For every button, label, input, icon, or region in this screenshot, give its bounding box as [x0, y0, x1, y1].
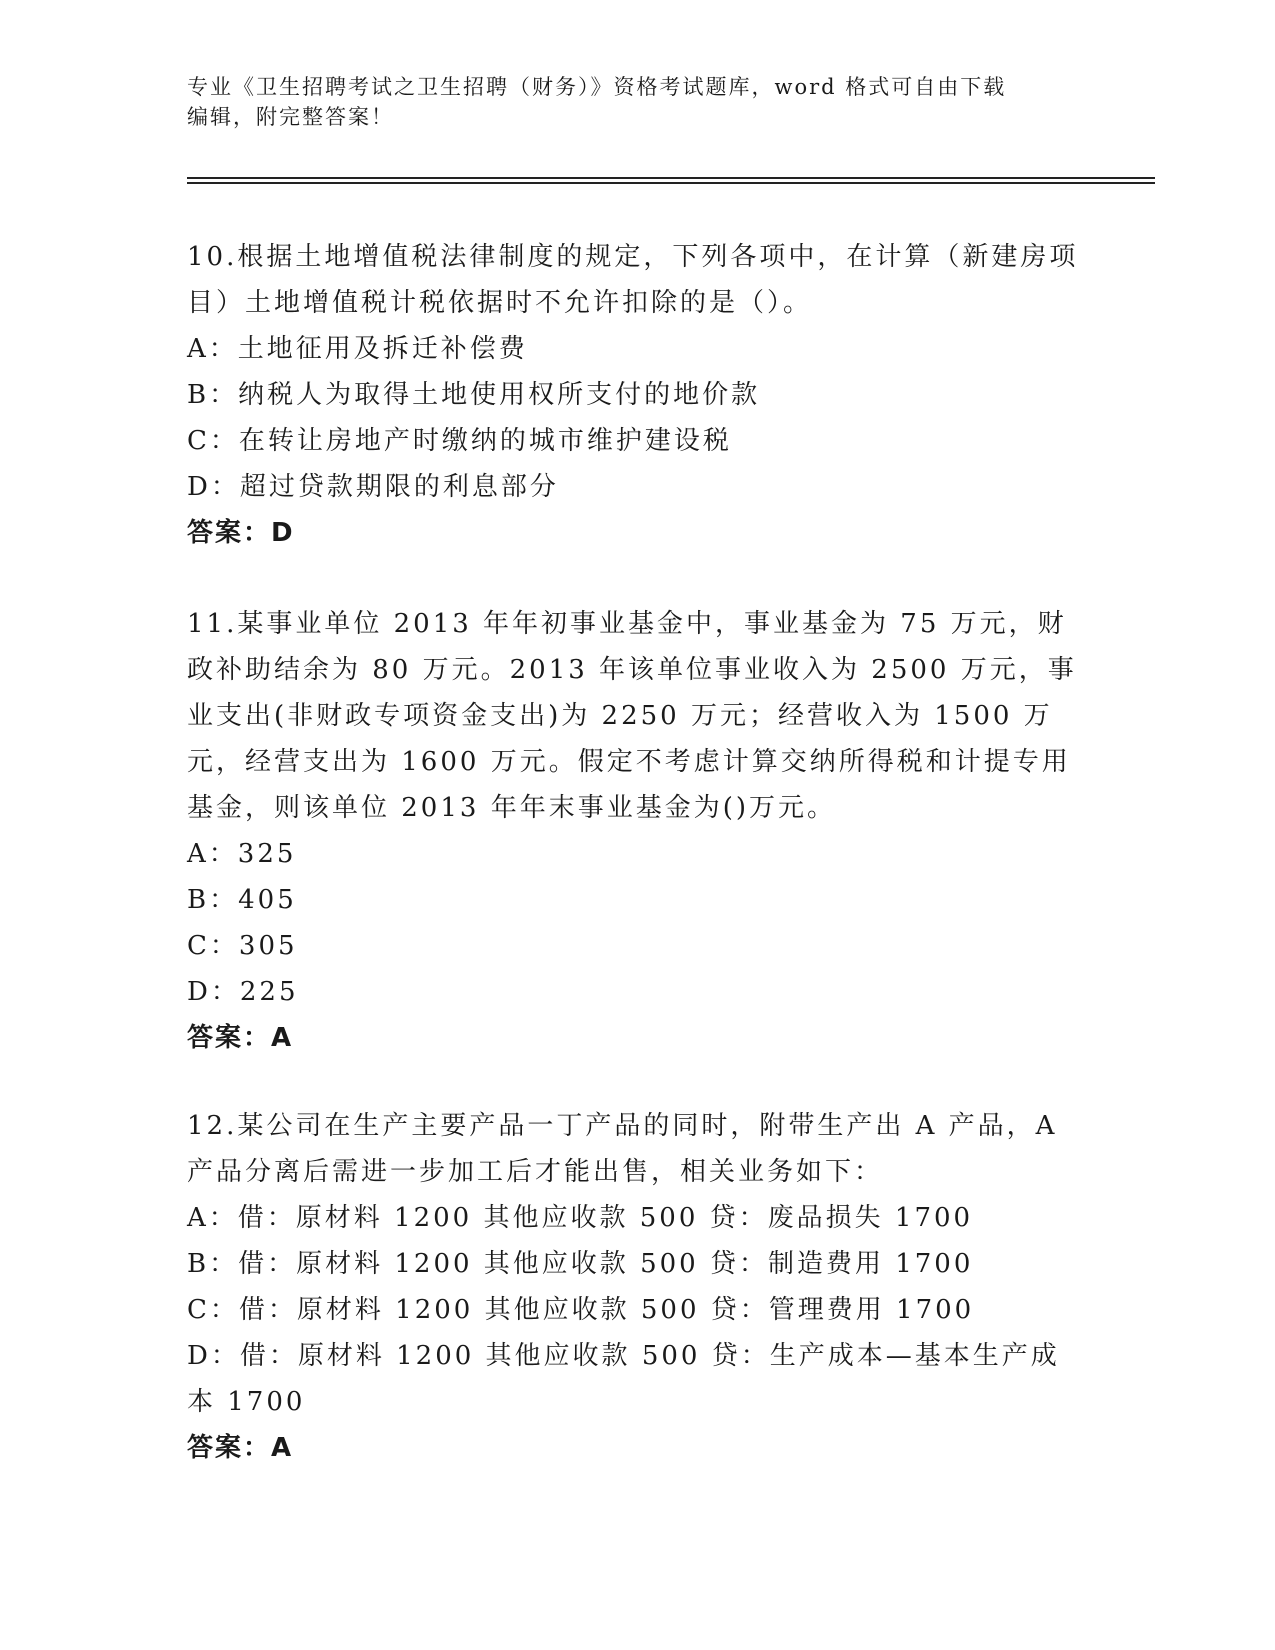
header-line-1: 专业《卫生招聘考试之卫生招聘（财务）》资格考试题库，word 格式可自由下载: [187, 75, 1007, 99]
question-10: [187, 234, 1087, 556]
option-letter: C：: [187, 426, 239, 456]
option-letter: C：: [187, 931, 239, 961]
header-divider-top: [187, 177, 1155, 179]
option-b: [187, 372, 1087, 418]
option-text: 借：原材料 1200 其他应收款 500 贷：废品损失 1700: [237, 1203, 974, 1233]
question-11: [187, 601, 1087, 1061]
option-letter: B：: [187, 885, 239, 915]
header-divider-bottom: [187, 182, 1155, 184]
option-b: [187, 877, 1087, 923]
question-stem: 11.某事业单位 2013 年年初事业基金中，事业基金为 75 万元，财政补助结余为 80 万元。2013 年该单位事业收入为 2500 万元，事业支出(非财政专项资金支出)为 2250 万元；经营收入为 1500 万元，经营支出为 1600 万元。假定不考虑计算交纳所得税和计提专用基金，则该单位 2013 年年末事业基金为()万元。: [187, 609, 1077, 823]
option-b: [187, 1241, 1087, 1287]
option-c: [187, 1287, 1087, 1333]
option-letter: A：: [187, 1203, 238, 1233]
option-d: [187, 1333, 1087, 1425]
option-text: 305: [238, 931, 298, 961]
question-stem: 12.某公司在生产主要产品一丁产品的同时，附带生产出 A 产品，A 产品分离后需进一步加工后才能出售，相关业务如下：: [187, 1111, 1058, 1187]
question-12: [187, 1103, 1087, 1471]
question-stem: 10.根据土地增值税法律制度的规定，下列各项中，在计算（新建房项目）土地增值税计税依据时不允许扣除的是（）。: [187, 242, 1079, 318]
document-header: [187, 72, 1087, 132]
answer-label: 答案：A: [187, 1023, 294, 1053]
option-letter: D：: [187, 472, 240, 502]
option-c: [187, 923, 1087, 969]
option-c: [187, 418, 1087, 464]
option-text: 借：原材料 1200 其他应收款 500 贷：生产成本—基本生产成本 1700: [187, 1341, 1060, 1417]
option-text: 土地征用及拆迁补偿费: [237, 334, 528, 364]
option-letter: C：: [187, 1295, 239, 1325]
option-letter: D：: [187, 977, 240, 1007]
option-a: [187, 326, 1087, 372]
option-text: 借：原材料 1200 其他应收款 500 贷：制造费用 1700: [238, 1249, 974, 1279]
option-text: 在转让房地产时缴纳的城市维护建设税: [238, 426, 732, 456]
option-letter: D：: [187, 1341, 240, 1371]
option-d: [187, 464, 1087, 510]
option-text: 超过贷款期限的利息部分: [239, 472, 559, 502]
option-letter: B：: [187, 1249, 239, 1279]
option-text: 405: [238, 885, 297, 915]
answer-label: 答案：A: [187, 1433, 294, 1463]
header-line-2: 编辑，附完整答案！: [187, 105, 394, 129]
option-letter: A：: [187, 839, 238, 869]
option-text: 纳税人为取得土地使用权所支付的地价款: [238, 380, 761, 410]
option-a: [187, 831, 1087, 877]
answer-label: 答案：D: [187, 518, 295, 548]
option-letter: B：: [187, 380, 239, 410]
option-text: 借：原材料 1200 其他应收款 500 贷：管理费用 1700: [238, 1295, 975, 1325]
option-a: [187, 1195, 1087, 1241]
option-text: 225: [239, 977, 299, 1007]
option-letter: A：: [187, 334, 238, 364]
option-text: 325: [237, 839, 297, 869]
option-d: [187, 969, 1087, 1015]
